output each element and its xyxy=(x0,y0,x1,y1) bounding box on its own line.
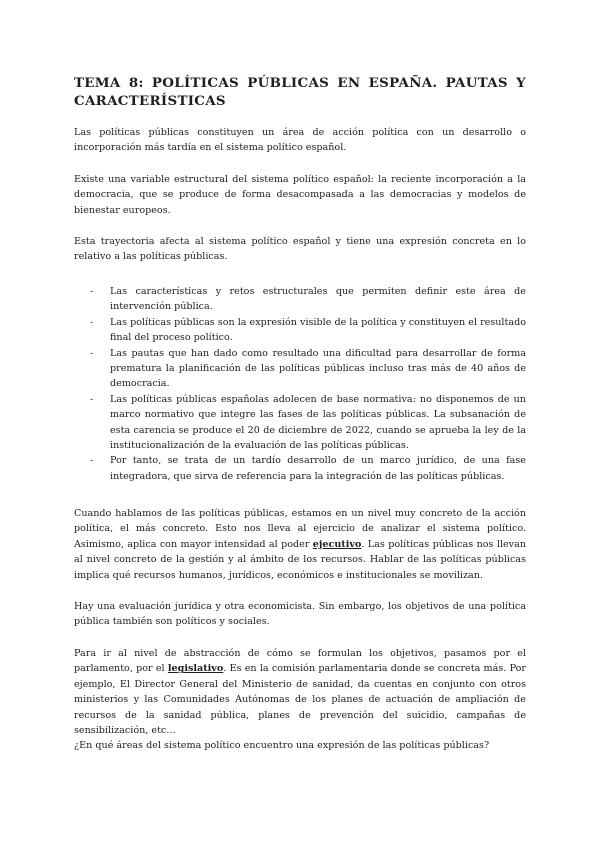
bullet-list xyxy=(74,284,526,484)
paragraph-text: Cuando hablamos de las políticas públicas, estamos en un nivel muy concreto de la acción política, el más concreto. Esto nos lleva al ejercicio de analizar el sistema político. Asimismo, aplica con mayor intensidad al poder xyxy=(74,508,526,550)
bullet-dash: - xyxy=(90,286,94,297)
list-item-text: Las características y retos estructurales que permiten definir este área de intervención pública. xyxy=(110,286,526,313)
page-title xyxy=(74,74,526,110)
list-item-text: Las políticas públicas españolas adolecen de base normativa: no disponemos de un marco normativo que integre las fases de las políticas públicas. La subsanación de esta carencia se produce el 20 de diciembre de 2022, cuando se aprueba la ley de la institucionalización de la evaluación de las políticas públicas. xyxy=(110,393,526,452)
title-line-2: CARACTERÍSTICAS xyxy=(74,93,226,109)
underlined-term-ejecutivo: ejecutivo xyxy=(312,538,362,550)
bullet-dash: - xyxy=(90,347,94,359)
paragraph-trajectory: Esta trayectoria afecta al sistema político español y tiene una expresión concreta en lo relativo a las políticas públicas. xyxy=(74,236,526,263)
list-item-text: Las políticas públicas son la expresión visible de la política y constituyen el resultado final del proceso político. xyxy=(110,316,526,344)
paragraph-intro: Las políticas públicas constituyen un área de acción política con un desarrollo o incorporación más tardía en el sistema político español. xyxy=(74,127,526,154)
list-item-text: Por tanto, se trata de un tardío desarrollo de un marco jurídico, de una fase integradora, que sirva de referencia para la integración de las políticas públicas. xyxy=(110,455,526,482)
list-item xyxy=(74,346,526,392)
list-item xyxy=(74,392,526,454)
list-item xyxy=(74,284,526,315)
paragraph-abstraction xyxy=(74,646,526,738)
paragraph-evaluation: Hay una evaluación jurídica y otra economicista. Sin embargo, los objetivos de una política pública también son políticos y sociales. xyxy=(74,601,526,628)
bullet-dash: - xyxy=(90,455,94,467)
paragraph-text: Para ir al nivel de abstracción de cómo se formulan los objetivos, pasamos por el parlamento, por el xyxy=(74,648,526,675)
paragraph-text: . Las políticas públicas nos llevan al nivel concreto de la gestión y al ámbito de los recursos. Hablar de las políticas públicas implica qué recursos humanos, jurídicos, económicos e institucionales se movilizan. xyxy=(74,538,527,581)
bullet-dash: - xyxy=(90,393,94,405)
paragraph-concrete-level xyxy=(74,506,526,583)
list-item xyxy=(74,453,526,484)
paragraph-text: . Es en la comisión parlamentaria donde se concreta más. Por ejemplo, El Director General del Ministerio de sanidad, da cuentas en conjunto con otros ministerios y las Comunidades Autónomas de los planes de actuación de ampliación de recursos de la sanidad pública, planes de prevención del suicidio, campañas de sensibilización, etc… xyxy=(74,663,526,737)
paragraph-question: ¿En qué áreas del sistema político encuentro una expresión de las políticas públicas? xyxy=(74,740,490,751)
title-line-1: TEMA 8: POLÍTICAS PÚBLICAS EN ESPAÑA. PAUTAS Y xyxy=(74,75,526,91)
underlined-term-legislativo: legislativo xyxy=(167,663,224,675)
list-item-text: Las pautas que han dado como resultado una dificultad para desarrollar de forma prematura la planificación de las políticas públicas incluso tras más de 40 años de democracia. xyxy=(110,347,526,390)
paragraph-structural-variable: Existe una variable estructural del sistema político español: la reciente incorporación a la democracia, que se produce de forma desacompasada a las democracias y modelos de bienestar europeos. xyxy=(74,174,526,216)
bullet-dash: - xyxy=(90,316,94,328)
list-item xyxy=(74,315,526,346)
